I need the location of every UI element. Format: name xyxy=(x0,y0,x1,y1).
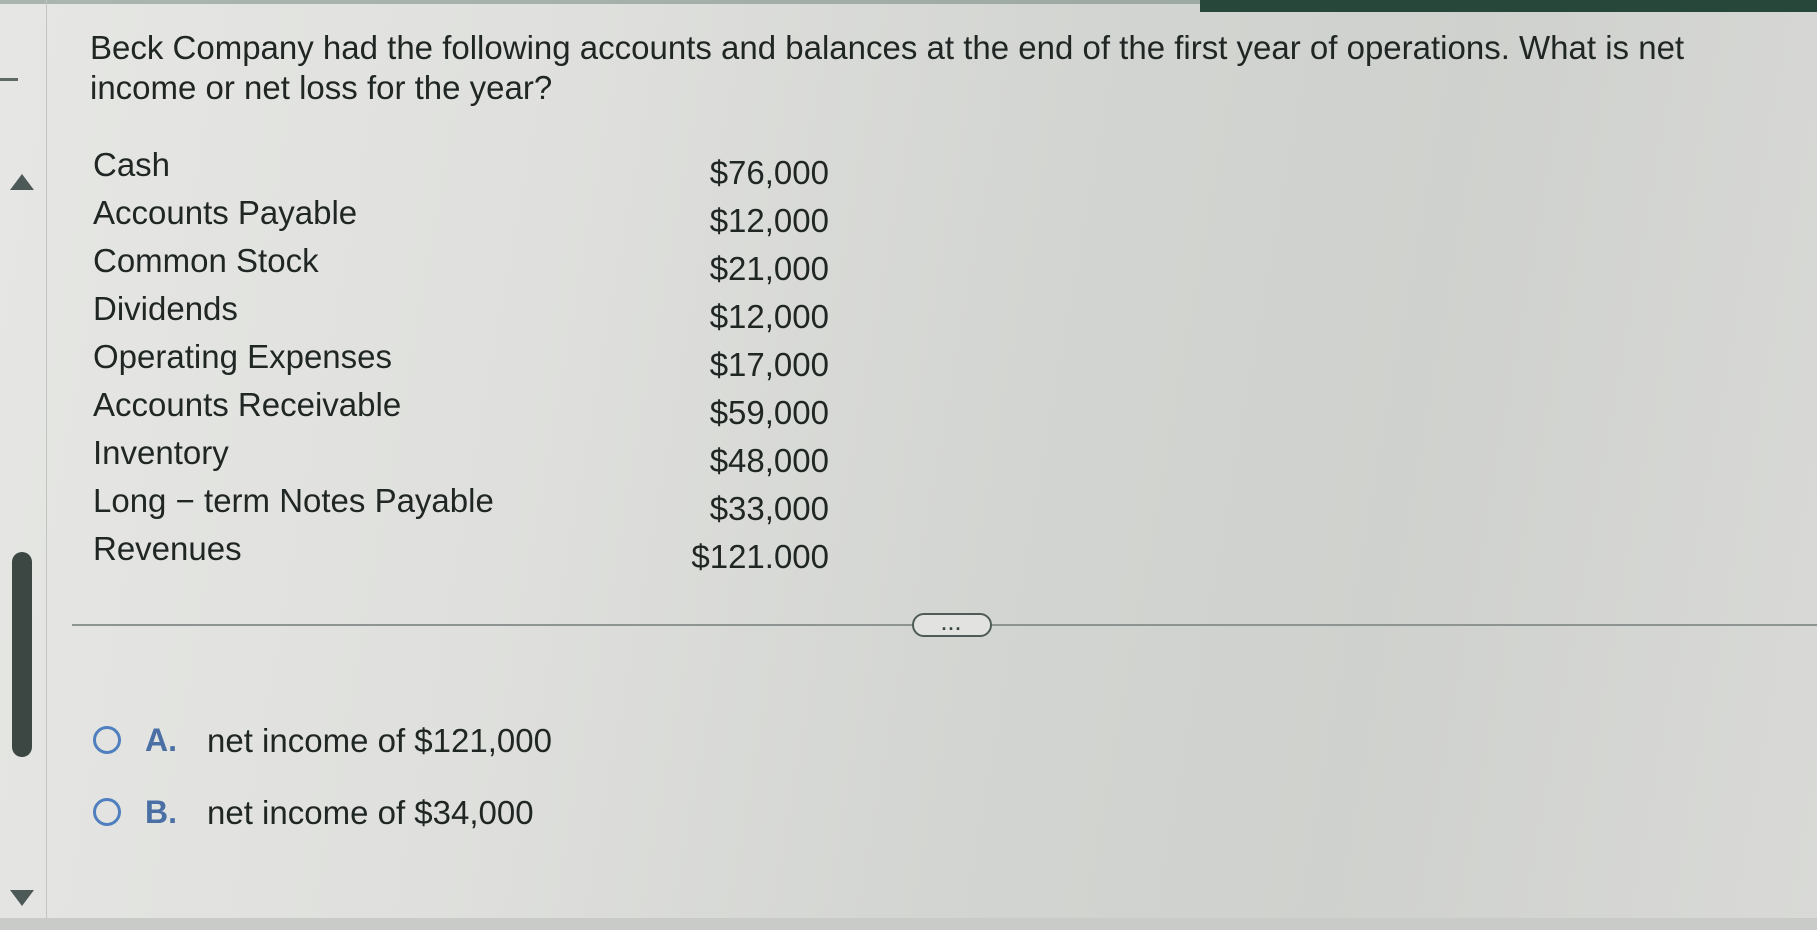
account-name: Dividends xyxy=(93,290,238,327)
radio-icon[interactable] xyxy=(93,798,121,826)
account-value: $48,000 xyxy=(709,442,829,479)
scroll-up-icon[interactable] xyxy=(10,174,34,190)
account-row xyxy=(93,338,833,386)
option-letter: B. xyxy=(145,794,177,830)
account-row xyxy=(93,242,833,290)
account-name: Long − term Notes Payable xyxy=(93,482,494,519)
account-name: Common Stock xyxy=(93,242,319,279)
account-row xyxy=(93,482,833,530)
accounts-list xyxy=(93,146,833,578)
account-row xyxy=(93,146,833,194)
expand-more-button[interactable]: ... xyxy=(912,613,992,637)
account-row xyxy=(93,194,833,242)
account-value: $59,000 xyxy=(709,394,829,431)
account-value: $12,000 xyxy=(709,298,829,335)
option-text[interactable]: net income of $121,000 xyxy=(207,722,552,759)
account-name: Accounts Receivable xyxy=(93,386,402,423)
account-value: $121.000 xyxy=(691,538,829,575)
account-row xyxy=(93,386,833,434)
option-letter: A. xyxy=(145,722,177,758)
account-value: $12,000 xyxy=(709,202,829,239)
account-name: Cash xyxy=(93,146,171,183)
scroll-down-icon[interactable] xyxy=(10,890,34,906)
account-row xyxy=(93,290,833,338)
bottom-edge xyxy=(0,918,1817,930)
top-bar xyxy=(1200,0,1817,12)
radio-icon[interactable] xyxy=(93,726,121,754)
scroll-rail xyxy=(0,0,47,930)
account-name: Accounts Payable xyxy=(93,194,358,231)
question-text: Beck Company had the following accounts and balances at the end of the first year of operations. What is net income or net loss for the year? xyxy=(90,29,1685,106)
account-value: $21,000 xyxy=(709,250,829,287)
account-name: Operating Expenses xyxy=(93,338,393,375)
account-name: Inventory xyxy=(93,434,229,471)
option-text[interactable]: net income of $34,000 xyxy=(207,794,534,831)
account-value: $17,000 xyxy=(709,346,829,383)
account-row xyxy=(93,434,833,482)
account-value: $76,000 xyxy=(709,154,829,191)
top-edge xyxy=(0,0,1200,4)
scroll-thumb[interactable] xyxy=(12,552,32,757)
account-row xyxy=(93,530,833,578)
account-value: $33,000 xyxy=(709,490,829,527)
rail-dash xyxy=(0,78,18,81)
account-name: Revenues xyxy=(93,530,242,567)
